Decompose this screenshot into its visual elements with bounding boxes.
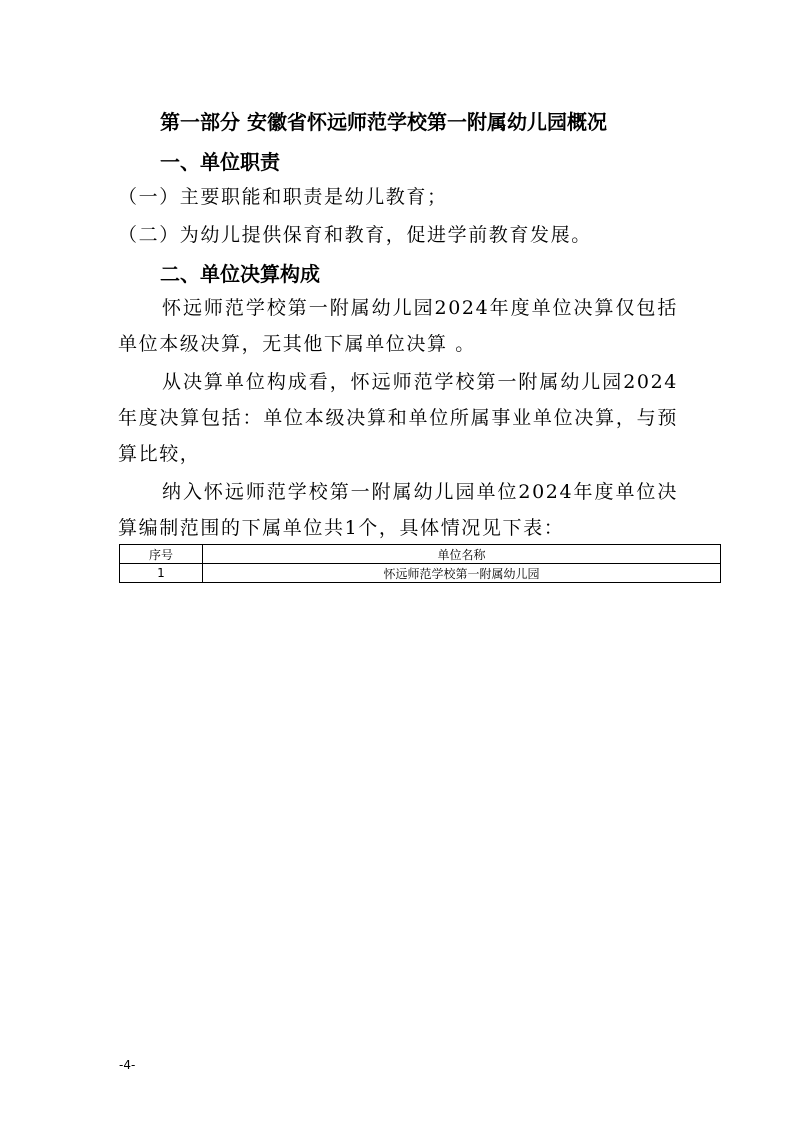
table-cell-serial: 1 <box>120 564 203 583</box>
table-header-unit-name: 单位名称 <box>203 545 721 564</box>
page-number: -4- <box>119 1058 136 1072</box>
table-cell-unit-name: 怀远师范学校第一附属幼儿园 <box>203 564 721 583</box>
table-header-row <box>120 545 721 564</box>
section-heading-unit-duties: 一、单位职责 <box>160 150 280 174</box>
table-header-serial: 序号 <box>120 545 203 564</box>
subordinate-units-table <box>119 544 721 583</box>
table-row <box>120 564 721 583</box>
paragraph-scope: 怀远师范学校第一附属幼儿园2024年度单位决算仅包括单位本级决算，无其他下属单位决算 。 <box>118 297 678 355</box>
paragraph-composition: 从决算单位构成看，怀远师范学校第一附属幼儿园2024年度决算包括：单位本级决算和单位所属事业单位决算，与预算比较， <box>118 371 678 465</box>
paragraph-subordinate-units: 纳入怀远师范学校第一附属幼儿园单位2024年度单位决算编制范围的下属单位共1个，具体情况见下表： <box>118 481 678 539</box>
duty-item-1: （一）主要职能和职责是幼儿教育； <box>118 186 448 208</box>
page-title: 第一部分 安徽省怀远师范学校第一附属幼儿园概况 <box>160 110 607 134</box>
duty-item-2: （二）为幼儿提供保育和教育，促进学前教育发展。 <box>118 224 592 246</box>
section-heading-budget-composition: 二、单位决算构成 <box>160 262 320 286</box>
